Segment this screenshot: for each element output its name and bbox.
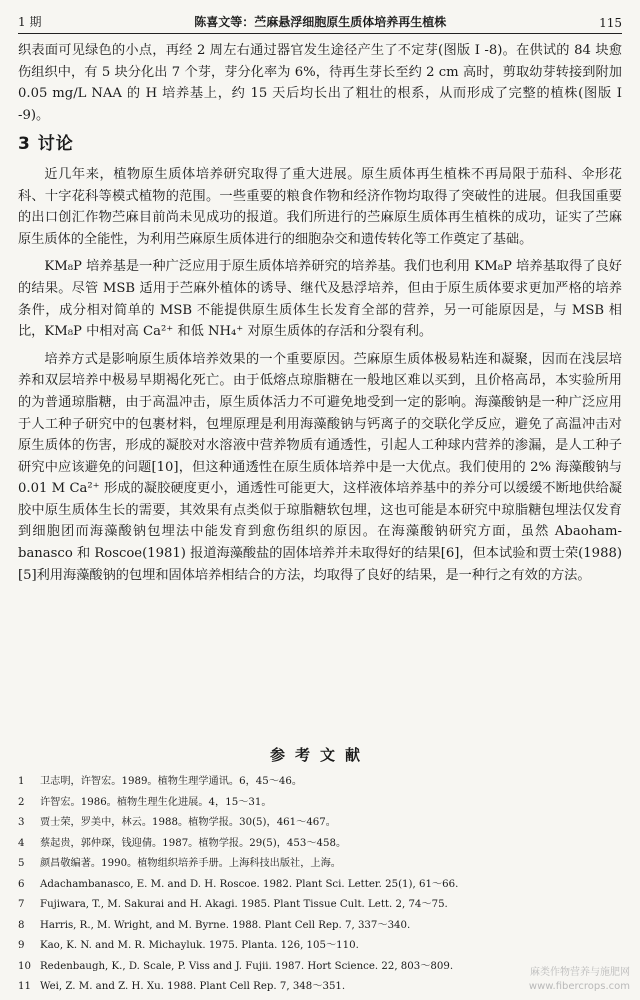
reference-item	[18, 895, 622, 916]
reference-item	[18, 793, 622, 814]
page-number: 115	[599, 16, 622, 30]
reference-item	[18, 936, 622, 957]
reference-item	[18, 813, 622, 834]
reference-text: 蔡起贵，郭仲琛，钱迎倩。1987。植物学报。29(5)，453～458。	[40, 837, 347, 849]
reference-number: 3	[18, 817, 25, 828]
reference-number: 4	[18, 837, 25, 849]
issue-label: 1 期	[18, 15, 42, 29]
reference-item	[18, 875, 622, 896]
reference-text: 许智宏。1986。植物生理生化进展。4，15～31。	[40, 796, 272, 808]
references-list	[18, 772, 622, 998]
reference-item	[18, 834, 622, 855]
references-title: 参考文献	[269, 746, 370, 764]
reference-text: Fujiwara, T., M. Sakurai and H. Akagi. 1985. Plant Tissue Cult. Lett. 2, 74～75.	[40, 899, 448, 910]
paragraph-1: 近几年来，植物原生质体培养研究取得了重大进展。原生质体再生植株不再局限于茄科、伞形花科、十字花科等模式植物的范围。一些重要的粮食作物和经济作物均取得了突破性的进展。但我国重要的出口创汇作物苎麻目前尚未见成功的报道。我们所进行的苎麻原生质体再生植株的成功，证实了苎麻原生质体的全能性，为利用苎麻原生质体进行的细胞杂交和遗传转化等工作奠定了基础。	[18, 166, 622, 247]
reference-item	[18, 772, 622, 793]
running-header	[18, 8, 622, 34]
paragraph-2: KM₈P 培养基是一种广泛应用于原生质体培养研究的培养基。我们也利用 KM₈P 培养基取得了良好的结果。尽管 MSB 适用于苎麻外植体的诱导、继代及悬浮培养，但由于原生质体要求更加严格的培养条件，成分相对简单的 MSB 不能提供原生质体生长发育全部的营养，另一可能原因是，与 MSB 相比，KM₈P 中相对高 Ca²⁺ 和低 NH₄⁺ 对原生质体的存活和分裂有利。	[18, 259, 622, 340]
reference-text: Adachambanasco, E. M. and D. H. Roscoe. 1982. Plant Sci. Letter. 25(1), 61～66.	[40, 878, 459, 890]
reference-text: 颜昌敬编著。1990。植物组织培养手册。上海科技出版社，上海。	[40, 858, 341, 869]
site-watermark	[529, 966, 630, 994]
reference-number: 1	[18, 776, 25, 787]
reference-text: Harris, R., M. Wright, and M. Byrne. 1988. Plant Cell Rep. 7, 337～340.	[40, 919, 411, 931]
reference-number: 9	[18, 940, 25, 951]
reference-number: 8	[18, 919, 25, 931]
section-title: 3 讨论	[18, 134, 74, 155]
reference-item	[18, 854, 622, 875]
reference-number: 10	[18, 960, 31, 972]
paragraph-3: 培养方式是影响原生质体培养效果的一个重要原因。苎麻原生质体极易粘连和凝聚，因而在浅层培养和双层培养中极易早期褐化死亡。由于低熔点琼脂糖在一般地区难以买到，且价格高昂，本实验所用的为普通琼脂糖，由于高温冲击，原生质体活力不可避免地受到一定的影响。海藻酸钠是一种广泛应用于人工种子研究中的包裹材料，包埋原理是利用海藻酸钠与钙离子的交联化学反应，避免了高温冲击对原生质体的伤害，形成的凝胶对水溶液中营养物质有通透性，引起人工种球内营养的渗漏，是人工种子研究中应该避免的问题[10]，但这种通透性在原生质体培养中是一大优点。我们使用的 2% 海藻酸钠与 0.01 M Ca²⁺ 形成的凝胶硬度更小，通透性可能更大，这样液体培养基中的养分可以缓缓不断地供给凝胶中原生质体生长的需要，其效果有点类似于琼脂糖软包埋，这也可能是本研究中琼脂糖包埋法仅发育到细胞团而海藻酸钠包埋法中能发育到愈伤组织的原因。在海藻酸钠研究方面，虽然 Abaoham-banasco 和 Roscoe(1981) 报道海藻酸盐的固体培养并未取得好的结果[6]，但本试验和贾士荣(1988)[5]利用海藻酸钠的包埋和固体培养相结合的方法，均取得了良好的结果，是一种行之有效的方法。	[18, 351, 622, 583]
reference-number: 11	[18, 981, 31, 992]
reference-text: 卫志明，许智宏。1989。植物生理学通讯。6，45～46。	[40, 776, 303, 787]
reference-text: Wei, Z. M. and Z. H. Xu. 1988. Plant Cell Rep. 7, 348～351.	[40, 981, 346, 992]
reference-text: 贾士荣，罗美中，林云。1988。植物学报。30(5)，461～467。	[40, 817, 336, 828]
watermark-line-1: 麻类作物营养与施肥网	[530, 967, 630, 978]
body-text	[18, 40, 622, 586]
reference-number: 6	[18, 878, 25, 890]
reference-number: 7	[18, 899, 25, 910]
intro-paragraph: 织表面可见绿色的小点，再经 2 周左右通过器官发生途径产生了不定芽(图版 I -8)。在供试的 84 块愈伤组织中，有 5 块分化出 7 个芽，芽分化率为 6%，待再生芽长至约 2 cm 高时，剪取幼芽转接到附加 0.05 mg/L NAA 的 H 培养基上，约 15 天后均长出了粗壮的根系，从而形成了完整的植株(图版 I -9)。	[18, 43, 622, 123]
watermark-line-2: www.fibercrops.com	[528, 981, 630, 992]
reference-number: 5	[18, 858, 25, 869]
reference-number: 2	[18, 796, 25, 808]
reference-item	[18, 916, 622, 937]
reference-text: Kao, K. N. and M. R. Michayluk. 1975. Planta. 126, 105～110.	[40, 940, 359, 951]
reference-text: Redenbaugh, K., D. Scale, P. Viss and J. Fujii. 1987. Hort Science. 22, 803～809.	[40, 960, 454, 972]
running-title: 陈喜文等：苎麻悬浮细胞原生质体培养再生植株	[194, 15, 447, 29]
